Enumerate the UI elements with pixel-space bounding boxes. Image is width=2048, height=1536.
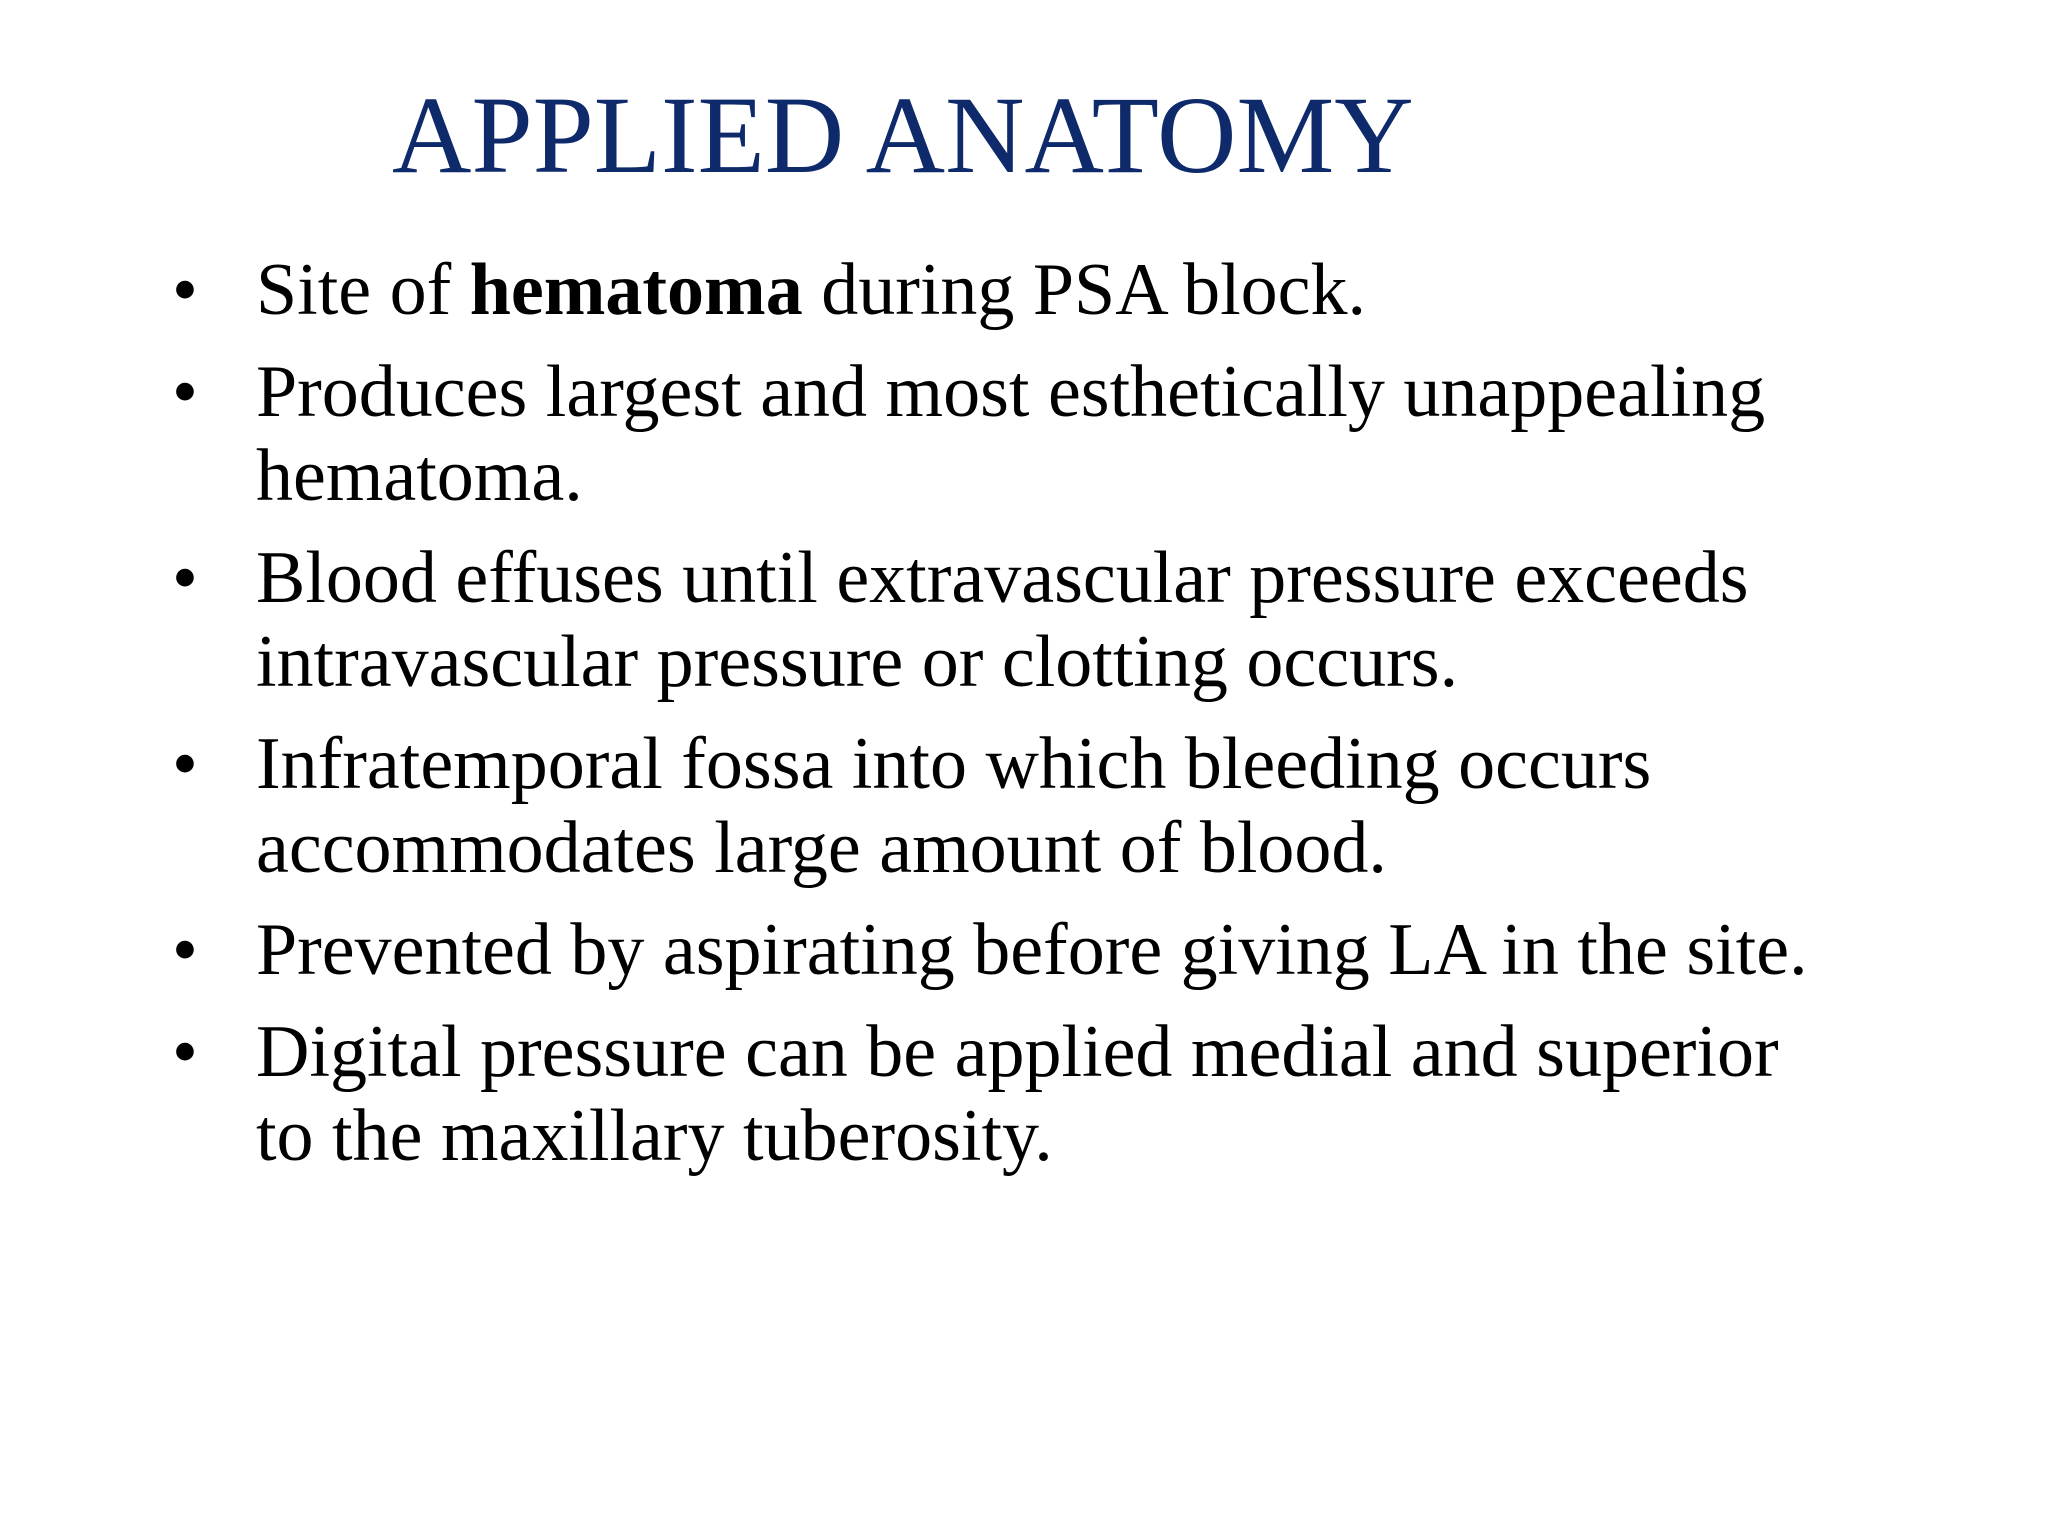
bullet-icon: • bbox=[172, 1011, 198, 1093]
bullet-icon: • bbox=[172, 723, 198, 805]
bullet-text-bold: hematoma bbox=[469, 249, 803, 331]
bullet-text-post: during PSA block. bbox=[802, 249, 1366, 331]
bullet-item bbox=[172, 536, 1812, 704]
bullet-text: Infratemporal fossa into which bleeding occurs accommodates large amount of blood. bbox=[256, 723, 1652, 889]
bullet-text: Prevented by aspirating before giving LA in the site. bbox=[256, 909, 1808, 991]
bullet-text: Digital pressure can be applied medial and superior to the maxillary tuberosity. bbox=[256, 1011, 1779, 1177]
bullet-item bbox=[172, 908, 1812, 992]
bullet-list bbox=[172, 248, 1812, 1196]
bullet-text: Blood effuses until extravascular pressure exceeds intravascular pressure or clotting occurs. bbox=[256, 537, 1749, 703]
bullet-icon: • bbox=[172, 537, 198, 619]
bullet-icon: • bbox=[172, 351, 198, 433]
bullet-icon: • bbox=[172, 909, 198, 991]
bullet-icon: • bbox=[172, 249, 198, 331]
bullet-text-pre: Site of bbox=[256, 249, 470, 331]
bullet-item bbox=[172, 722, 1812, 890]
bullet-text: Produces largest and most esthetically unappealing hematoma. bbox=[256, 351, 1766, 517]
slide-title: APPLIED ANATOMY bbox=[392, 74, 1414, 196]
bullet-item bbox=[172, 248, 1812, 332]
bullet-item bbox=[172, 350, 1812, 518]
bullet-item bbox=[172, 1010, 1812, 1178]
